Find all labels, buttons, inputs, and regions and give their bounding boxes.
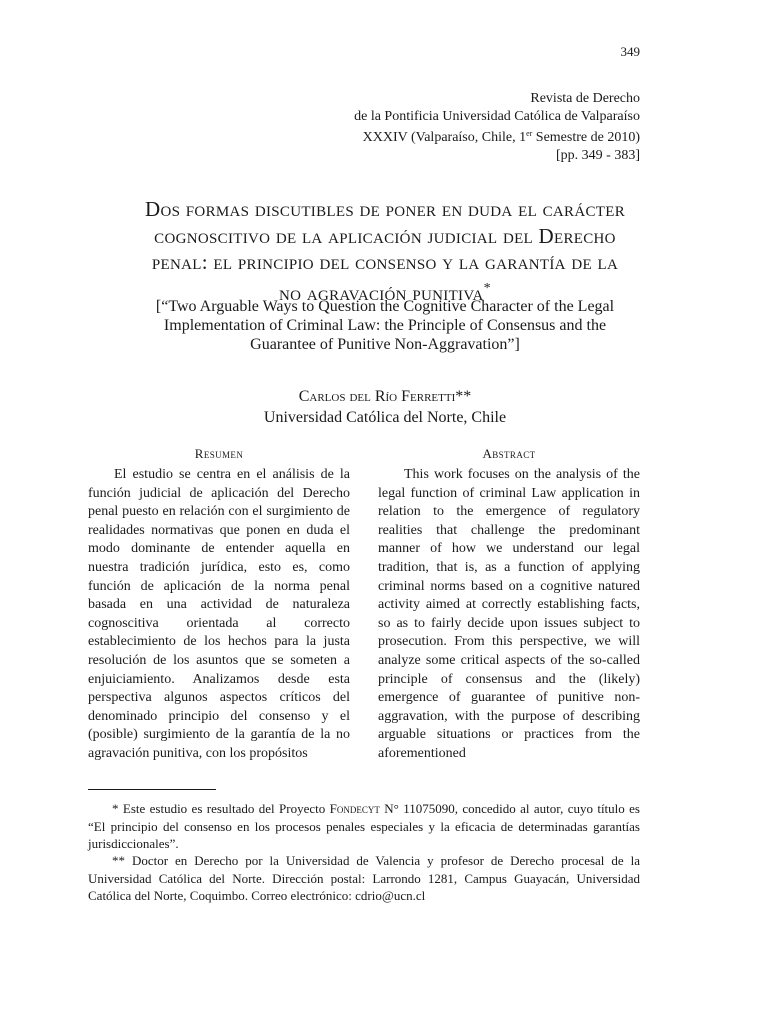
author-name — [100, 388, 670, 406]
author-affiliation: Universidad Católica del Norte, Chile — [263, 409, 507, 426]
resumen-text: El estudio se centra en el análisis de la función judicial de aplicación del Derecho penal puesto en relación con el surgimiento de realidades normativas que ponen en duda el modo dominante de entender aquella en nuestra tradición jurídica, esto es, como función de aplicación de la norma penal basada en una actividad de naturaleza cognoscitiva orientada al correcto establecimiento de los hechos para la justa resolución de los asuntos que se someten a enjuiciamiento. Analizamos desde esta perspectiva algunos aspectos críticos del denominado principio del consenso y el (posible) surgimiento de la garantía de la no agravación punitiva, con los propósitos — [88, 467, 350, 761]
footnote-2: ** Doctor en Derecho por la Universidad de Valencia y profesor de Derecho procesal de la Universidad Católica del Norte. Dirección postal: Larrondo 1281, Campus Guayacán, Universidad Católica del Norte, Coquimbo. Correo electrónico: cdrio@ucn.cl — [88, 853, 640, 903]
author-footnote-mark: ** — [455, 388, 472, 405]
semester-text: Semestre de 2010) — [532, 130, 640, 145]
ordinal-suffix: er — [526, 129, 533, 138]
volume-text: XXXIV (Valparaíso, Chile, 1 — [362, 130, 527, 145]
abstract-text: This work focuses on the analysis of the legal function of criminal Law application in relation to the emergence of regulatory realities that challenge the predominant manner of how we understand our legal tradition, that is, as a function of applying criminal norms based on a cognitive natured activity aimed at correctly establishing facts, so as to fairly decide upon issues subject to prosecution. From this perspective, we will analyze some critical aspects of the so-called principle of consensus and the (likely) emergence of guarantee of punitive non-aggravation, with the purpose of describing arguable situations or practices from the aforementioned — [378, 467, 640, 761]
author-name-text: Carlos del Río Ferretti — [298, 388, 456, 405]
resumen-heading: Resumen — [194, 446, 244, 461]
title-footnote-mark: * — [483, 280, 491, 296]
journal-line-2: de la Pontificia Universidad Católica de Valparaíso — [354, 108, 640, 124]
subtitle-line-3: Guarantee of Punitive Non-Aggravation”] — [250, 336, 520, 353]
subtitle-line-2: Implementation of Criminal Law: the Principle of Consensus and the — [163, 317, 607, 334]
footnote-1-end: N° 11075090, concedido al autor, cuyo título es “El principio del consenso en los procesos penales especiales y la eficacia de determinadas garantías jurisdiccionales”. — [88, 801, 640, 851]
article-title — [80, 196, 690, 306]
footnote-divider — [88, 789, 216, 790]
page-number: 349 — [620, 44, 640, 59]
title-line-2: cognoscitivo de la aplicación judicial del Derecho — [154, 223, 616, 248]
journal-line-4: [pp. 349 - 383] — [556, 147, 640, 163]
title-line-3: penal: el principio del consenso y la garantía de la — [151, 250, 619, 274]
abstract-heading: Abstract — [482, 446, 536, 461]
subtitle-line-1: [“Two Arguable Ways to Question the Cognitive Character of the Legal — [155, 298, 615, 315]
english-title — [100, 297, 670, 354]
footnote-1 — [88, 800, 640, 853]
journal-line-1: Revista de Derecho — [530, 91, 640, 106]
journal-line-3 — [354, 125, 640, 147]
funding-agency: Fondecyt — [329, 801, 380, 816]
title-line-4-text: no agravación punitiva — [279, 280, 484, 305]
title-line-1: Dos formas discutibles de poner en duda el carácter — [145, 197, 625, 221]
journal-header — [354, 90, 640, 164]
footnote-1-start: * Este estudio es resultado del Proyecto — [112, 801, 330, 816]
